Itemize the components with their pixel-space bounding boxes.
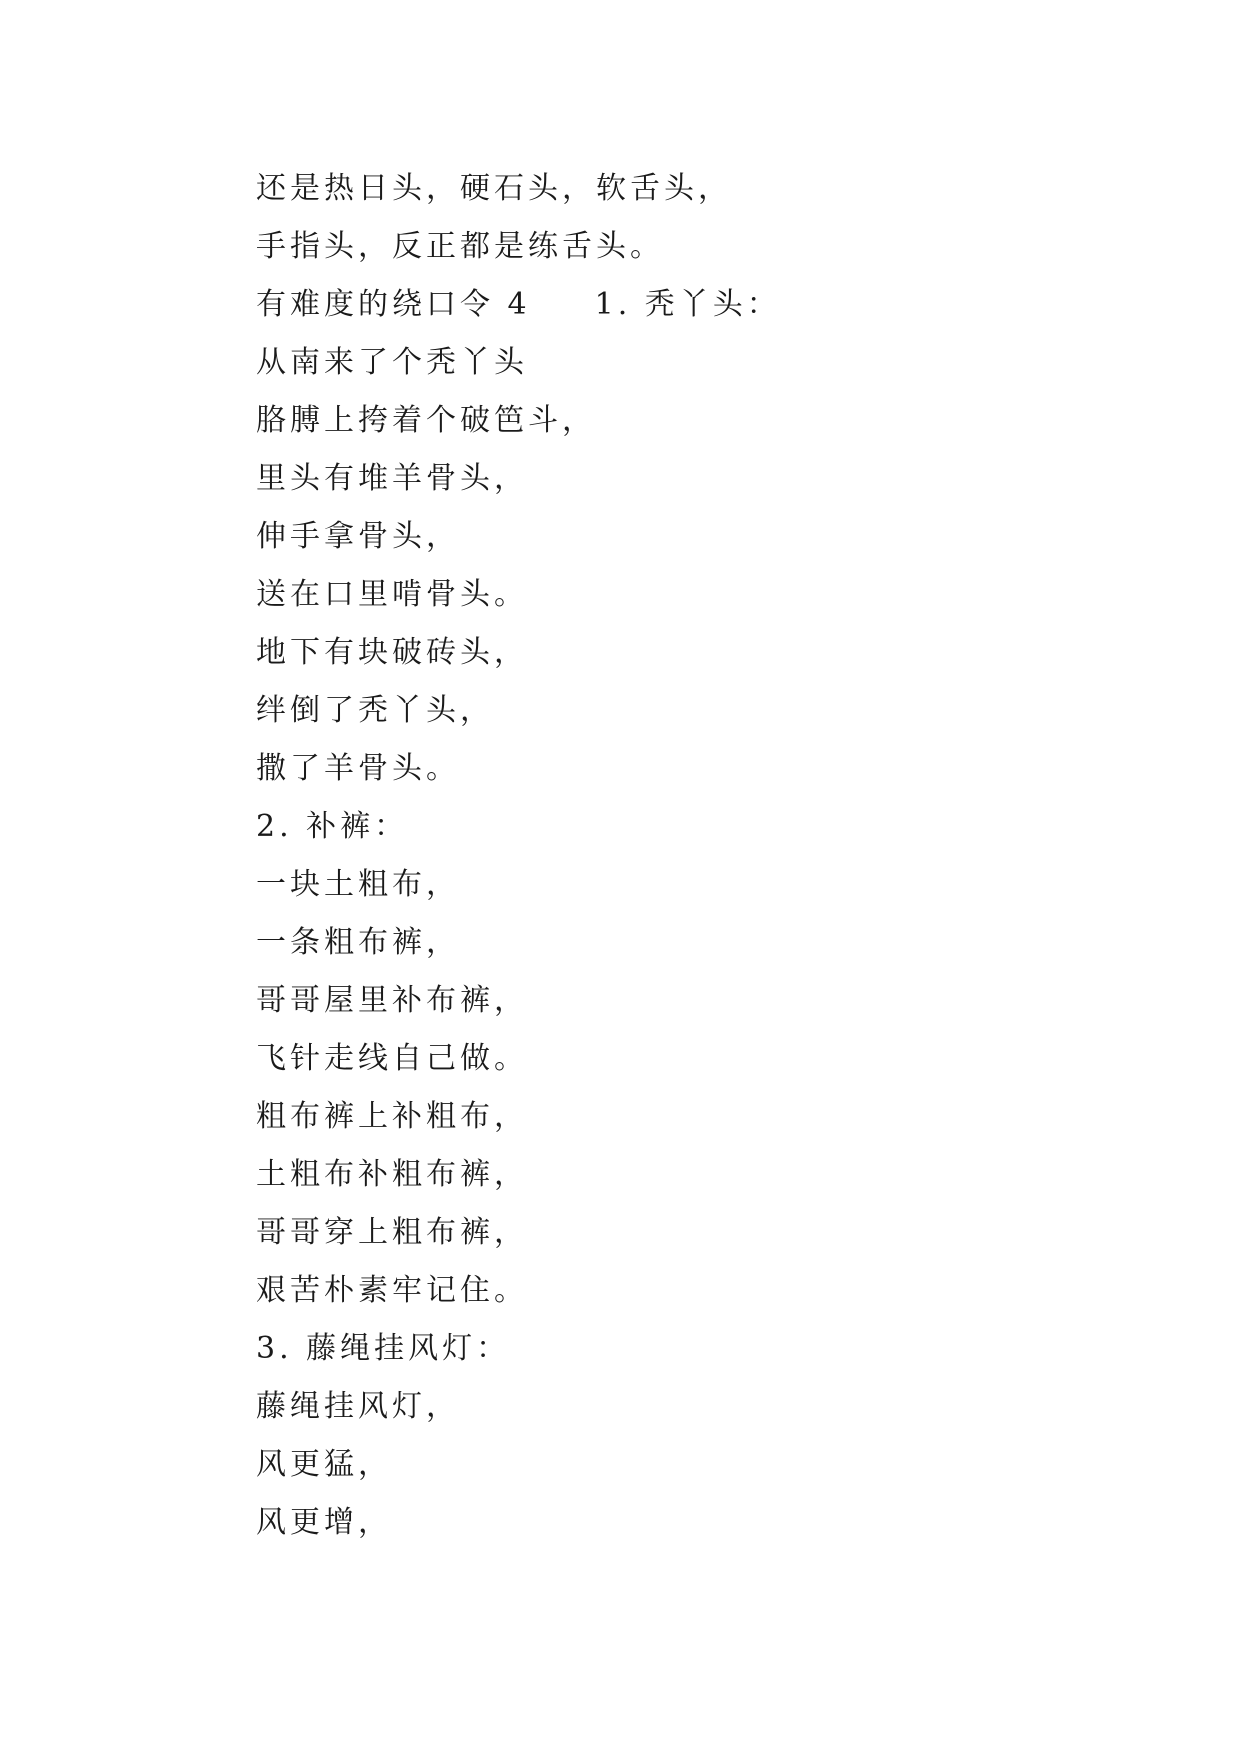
text-line: 哥哥屋里补布裤， (256, 983, 528, 1018)
text-line: 撒了羊骨头。 (256, 751, 460, 786)
text-line: 一条粗布裤， (256, 925, 460, 960)
text-line: 艰苦朴素牢记住。 (256, 1273, 528, 1308)
text-line: 哥哥穿上粗布裤， (256, 1215, 528, 1250)
text-line: 飞针走线自己做。 (256, 1041, 528, 1076)
item-heading: 2. 补裤： (256, 809, 409, 844)
text-line: 粗布裤上补粗布， (256, 1099, 528, 1134)
text-line: 手指头，反正都是练舌头。 (256, 229, 664, 264)
text-line: 从南来了个秃丫头 (256, 345, 528, 380)
text-line: 藤绳挂风灯， (256, 1389, 460, 1424)
text-line: 土粗布补粗布裤， (256, 1157, 528, 1192)
text-line: 地下有块破砖头， (256, 635, 528, 670)
text-line: 还是热日头，硬石头，软舌头， (256, 171, 732, 206)
tongue-twister-text (256, 160, 1136, 1552)
text-line: 风更增， (256, 1505, 392, 1540)
text-line: 里头有堆羊骨头， (256, 461, 528, 496)
item-heading: 1. 秃丫头： (594, 287, 781, 322)
section-heading-line (256, 276, 1136, 334)
text-line: 送在口里啃骨头。 (256, 577, 528, 612)
section-title: 有难度的绕口令 4 (256, 287, 531, 322)
text-line: 伸手拿骨头， (256, 519, 460, 554)
text-line: 胳膊上挎着个破笆斗， (256, 403, 596, 438)
text-line: 风更猛， (256, 1447, 392, 1482)
text-line: 一块土粗布， (256, 867, 460, 902)
text-line: 绊倒了秃丫头， (256, 693, 494, 728)
item-heading: 3. 藤绳挂风灯： (256, 1331, 511, 1366)
